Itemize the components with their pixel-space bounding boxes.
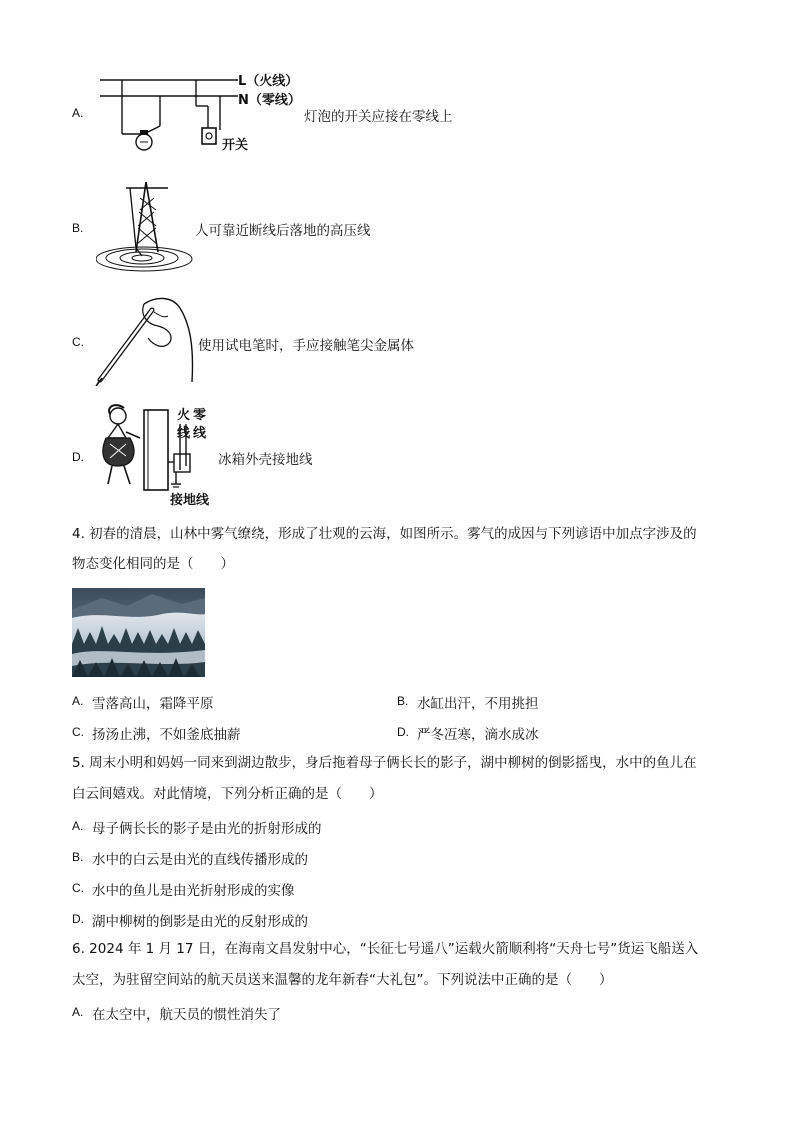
q4-option-a-letter: A. [72,694,84,708]
neutral-wire-label: N（零线） [238,93,301,108]
fig-d-neutral-label: 零 [193,408,207,423]
fig-d-ground-label: 接地线 [170,493,210,508]
option-b-text: 人可靠近断线后落地的高压线 [195,223,371,239]
fig-d-live-label: 火 [177,408,191,423]
q4-option-d-text: 严冬冱寒，滴水成冰 [417,727,539,743]
option-c-text: 使用试电笔时，手应接触笔尖金属体 [198,338,414,354]
q6-stem-line-2: 太空，为驻留空间站的航天员送来温馨的龙年新春“大礼包”。下列说法中正确的是（ ） [72,972,613,988]
q6-option-a-text: 在太空中，航天员的惯性消失了 [92,1007,281,1023]
q5-option-a-letter: A. [72,819,84,833]
live-wire-label: L（火线） [238,74,299,89]
q5-stem-line-1: 5. 周末小明和妈妈一同来到湖边散步，身后拖着母子俩长长的影子，湖中柳树的倒影摇曳，水中的鱼儿在 [72,755,697,771]
fig-d-wire-label-1: 线 [177,426,191,441]
option-a-text: 灯泡的开关应接在零线上 [304,109,453,125]
q4-option-a-text: 雪落高山，霜降平原 [92,696,214,712]
q5-option-c-letter: C. [72,881,84,895]
switch-label: 开关 [222,138,249,153]
q4-option-b-text: 水缸出汗，不用挑担 [417,696,539,712]
q5-option-d-letter: D. [72,912,84,926]
q5-option-c-text: 水中的鱼儿是由光折射形成的实像 [92,883,295,899]
q4-option-c-text: 扬汤止沸，不如釜底抽薪 [92,727,241,743]
q5-option-b-text: 水中的白云是由光的直线传播形成的 [92,852,308,868]
q6-option-a-letter: A. [72,1005,84,1019]
option-b-letter: B. [72,221,84,235]
q4-stem-line-2: 物态变化相同的是（ ） [72,556,234,572]
q4-option-b-letter: B. [397,694,409,708]
q4-option-c-letter: C. [72,725,84,739]
q4-option-d-letter: D. [397,725,409,739]
option-d-text: 冰箱外壳接地线 [218,452,313,468]
foggy-forest-photo [72,588,205,677]
option-c-letter: C. [72,335,84,349]
test-pen-hand-icon [94,294,196,386]
q5-option-d-text: 湖中柳树的倒影是由光的反射形成的 [92,914,308,930]
q4-stem-line-1: 4. 初春的清晨，山林中雾气缭绕，形成了壮观的云海，如图所示。雾气的成因与下列谚语中加点字涉及的 [72,526,697,542]
q6-stem-line-1: 6. 2024 年 1 月 17 日，在海南文昌发射中心，“长征七号遥八”运载火箭顺利将“天舟七号”货运飞船送入 [72,941,699,957]
q5-option-a-text: 母子俩长长的影子是由光的折射形成的 [92,821,322,837]
high-voltage-tower-icon [96,178,196,278]
fig-d-wire-label-2: 线 [193,426,207,441]
option-d-letter: D. [72,450,84,464]
q5-option-b-letter: B. [72,850,84,864]
q5-stem-line-2: 白云间嬉戏。对此情境，下列分析正确的是（ ） [72,786,383,802]
option-a-letter: A. [72,106,84,120]
